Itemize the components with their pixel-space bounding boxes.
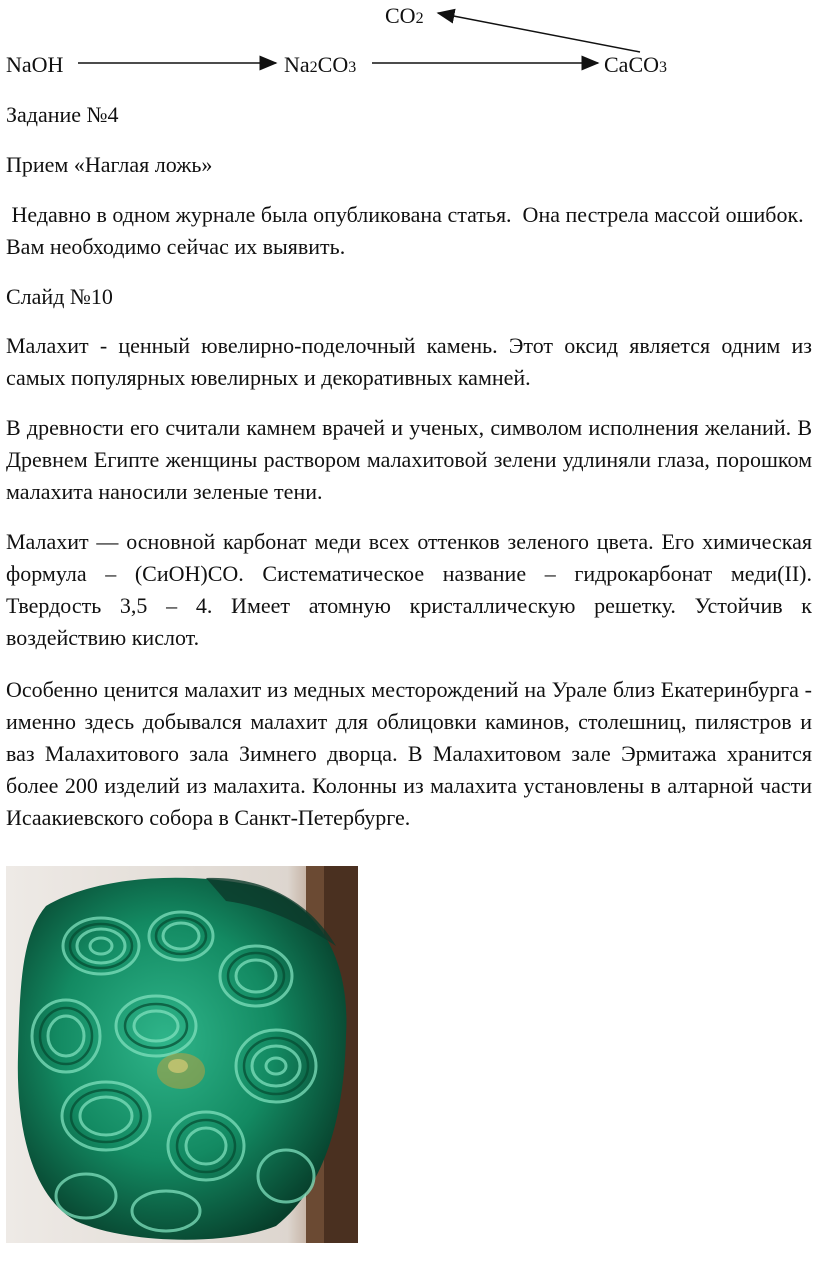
formula-co2: CO2 (385, 3, 424, 28)
paragraph-2: В древности его считали камнем врачей и ученых, символом исполнения желаний. В Древнем Египте женщины раствором малахитовой зелени удлиняли глаза, порошком малахита наносили зеленые тени. (6, 415, 812, 504)
intro-paragraph: Недавно в одном журнале была опубликована статья. Она пестрела массой ошибок. Вам необходимо сейчас их выявить. (6, 202, 810, 259)
arrow-caco3-to-co2 (438, 13, 640, 52)
paragraph-4: Особенно ценится малахит из медных месторождений на Урале близ Екатеринбурга - именно здесь добывался малахит для облицовки каминов, столешниц, пилястров и ваз Малахитового зала Зимнего дворца. В Малахитовом зале Эрмитажа хранится более 200 изделий из малахита. Колонны из малахита установлены в алтарной части Исаакиевского собора в Санкт-Петербурге. (6, 677, 812, 830)
paragraph-1: Малахит - ценный ювелирно-поделочный камень. Этот оксид является одним из самых популярных ювелирных и декоративных камней. (6, 333, 812, 390)
reaction-scheme (0, 0, 816, 90)
slide-title: Слайд №10 (6, 284, 113, 309)
formula-na2co3: Na2CO3 (284, 52, 357, 77)
formula-naoh: NaOH (6, 52, 64, 77)
task-title: Задание №4 (6, 102, 119, 127)
formula-caco3: CaCO3 (604, 52, 667, 77)
malachite-photo (6, 866, 358, 1243)
method-title: Прием «Наглая ложь» (6, 152, 213, 177)
paragraph-3: Малахит — основной карбонат меди всех оттенков зеленого цвета. Его химическая формула – (СиОН)СО. Систематическое название – гидрокарбонат меди(II). Твердость 3,5 – 4. Имеет атомную кристаллическую решетку. Устойчив к воздействию кислот. (6, 529, 812, 650)
